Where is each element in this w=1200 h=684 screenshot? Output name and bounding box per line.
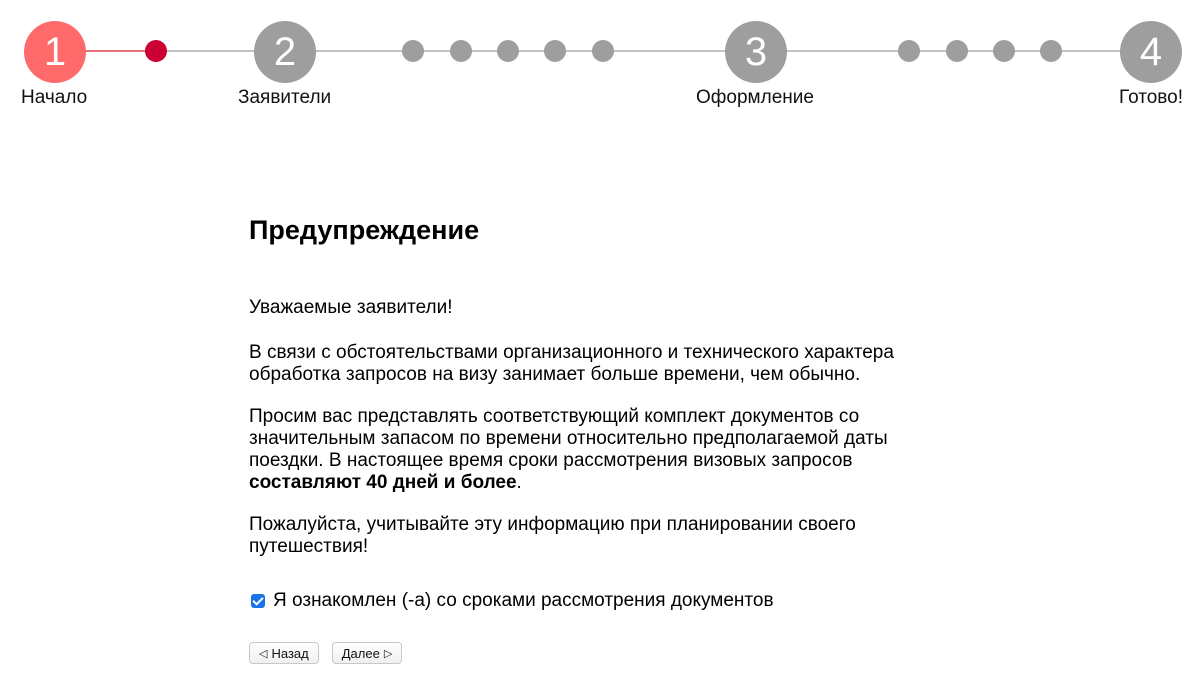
substep-dot bbox=[497, 40, 519, 62]
step-2-circle: 2 bbox=[254, 21, 316, 83]
substep-dot bbox=[898, 40, 920, 62]
substep-dot bbox=[993, 40, 1015, 62]
back-button-label: Назад bbox=[271, 645, 309, 661]
next-button-label: Далее bbox=[341, 645, 380, 661]
document-request-text-end: . bbox=[516, 472, 522, 493]
step-2-label: Заявители bbox=[238, 87, 332, 108]
travel-planning-text: Пожалуйста, учитывайте эту информацию при планировании своего путешествия! bbox=[249, 514, 856, 557]
document-request-text-start: Просим вас представлять соответствующий комплект документов со значительным запасом по времени относительно предполагаемой даты поездки. В настоящее время сроки рассмотрения визовых запросов bbox=[249, 406, 888, 471]
step-4-label: Готово! bbox=[1119, 87, 1183, 108]
progress-stepper bbox=[0, 0, 1200, 120]
substep-dot-current bbox=[145, 40, 167, 62]
step-3-circle: 3 bbox=[725, 21, 787, 83]
back-button[interactable] bbox=[249, 642, 319, 664]
next-button[interactable] bbox=[332, 642, 403, 664]
document-request-text bbox=[249, 406, 929, 494]
substep-dot bbox=[450, 40, 472, 62]
page-title: Предупреждение bbox=[249, 215, 480, 245]
navigation-buttons bbox=[249, 642, 402, 664]
substep-dot bbox=[1040, 40, 1062, 62]
acknowledge-checkbox[interactable] bbox=[251, 594, 265, 608]
step-3-label: Оформление bbox=[696, 87, 814, 108]
acknowledge-checkbox-label: Я ознакомлен (-а) со сроками рассмотрения документов bbox=[273, 590, 774, 611]
next-arrow-icon: ▷ bbox=[383, 647, 393, 660]
acknowledge-checkbox-row[interactable] bbox=[249, 590, 774, 612]
warning-section bbox=[249, 210, 949, 661]
processing-time-emphasis: составляют 40 дней и более bbox=[249, 472, 517, 493]
substep-dot bbox=[946, 40, 968, 62]
greeting-text: Уважаемые заявители! bbox=[249, 297, 453, 318]
substep-dot bbox=[592, 40, 614, 62]
delay-notice-text: В связи с обстоятельствами организационного и технического характера обработка запросов на визу занимает больше времени, чем обычно. bbox=[249, 342, 894, 385]
step-4-circle: 4 bbox=[1120, 21, 1182, 83]
substep-dot bbox=[544, 40, 566, 62]
step-1-circle: 1 bbox=[24, 21, 86, 83]
back-arrow-icon: ◁ bbox=[259, 647, 268, 660]
substep-dot bbox=[402, 40, 424, 62]
step-1-label: Начало bbox=[21, 87, 88, 108]
